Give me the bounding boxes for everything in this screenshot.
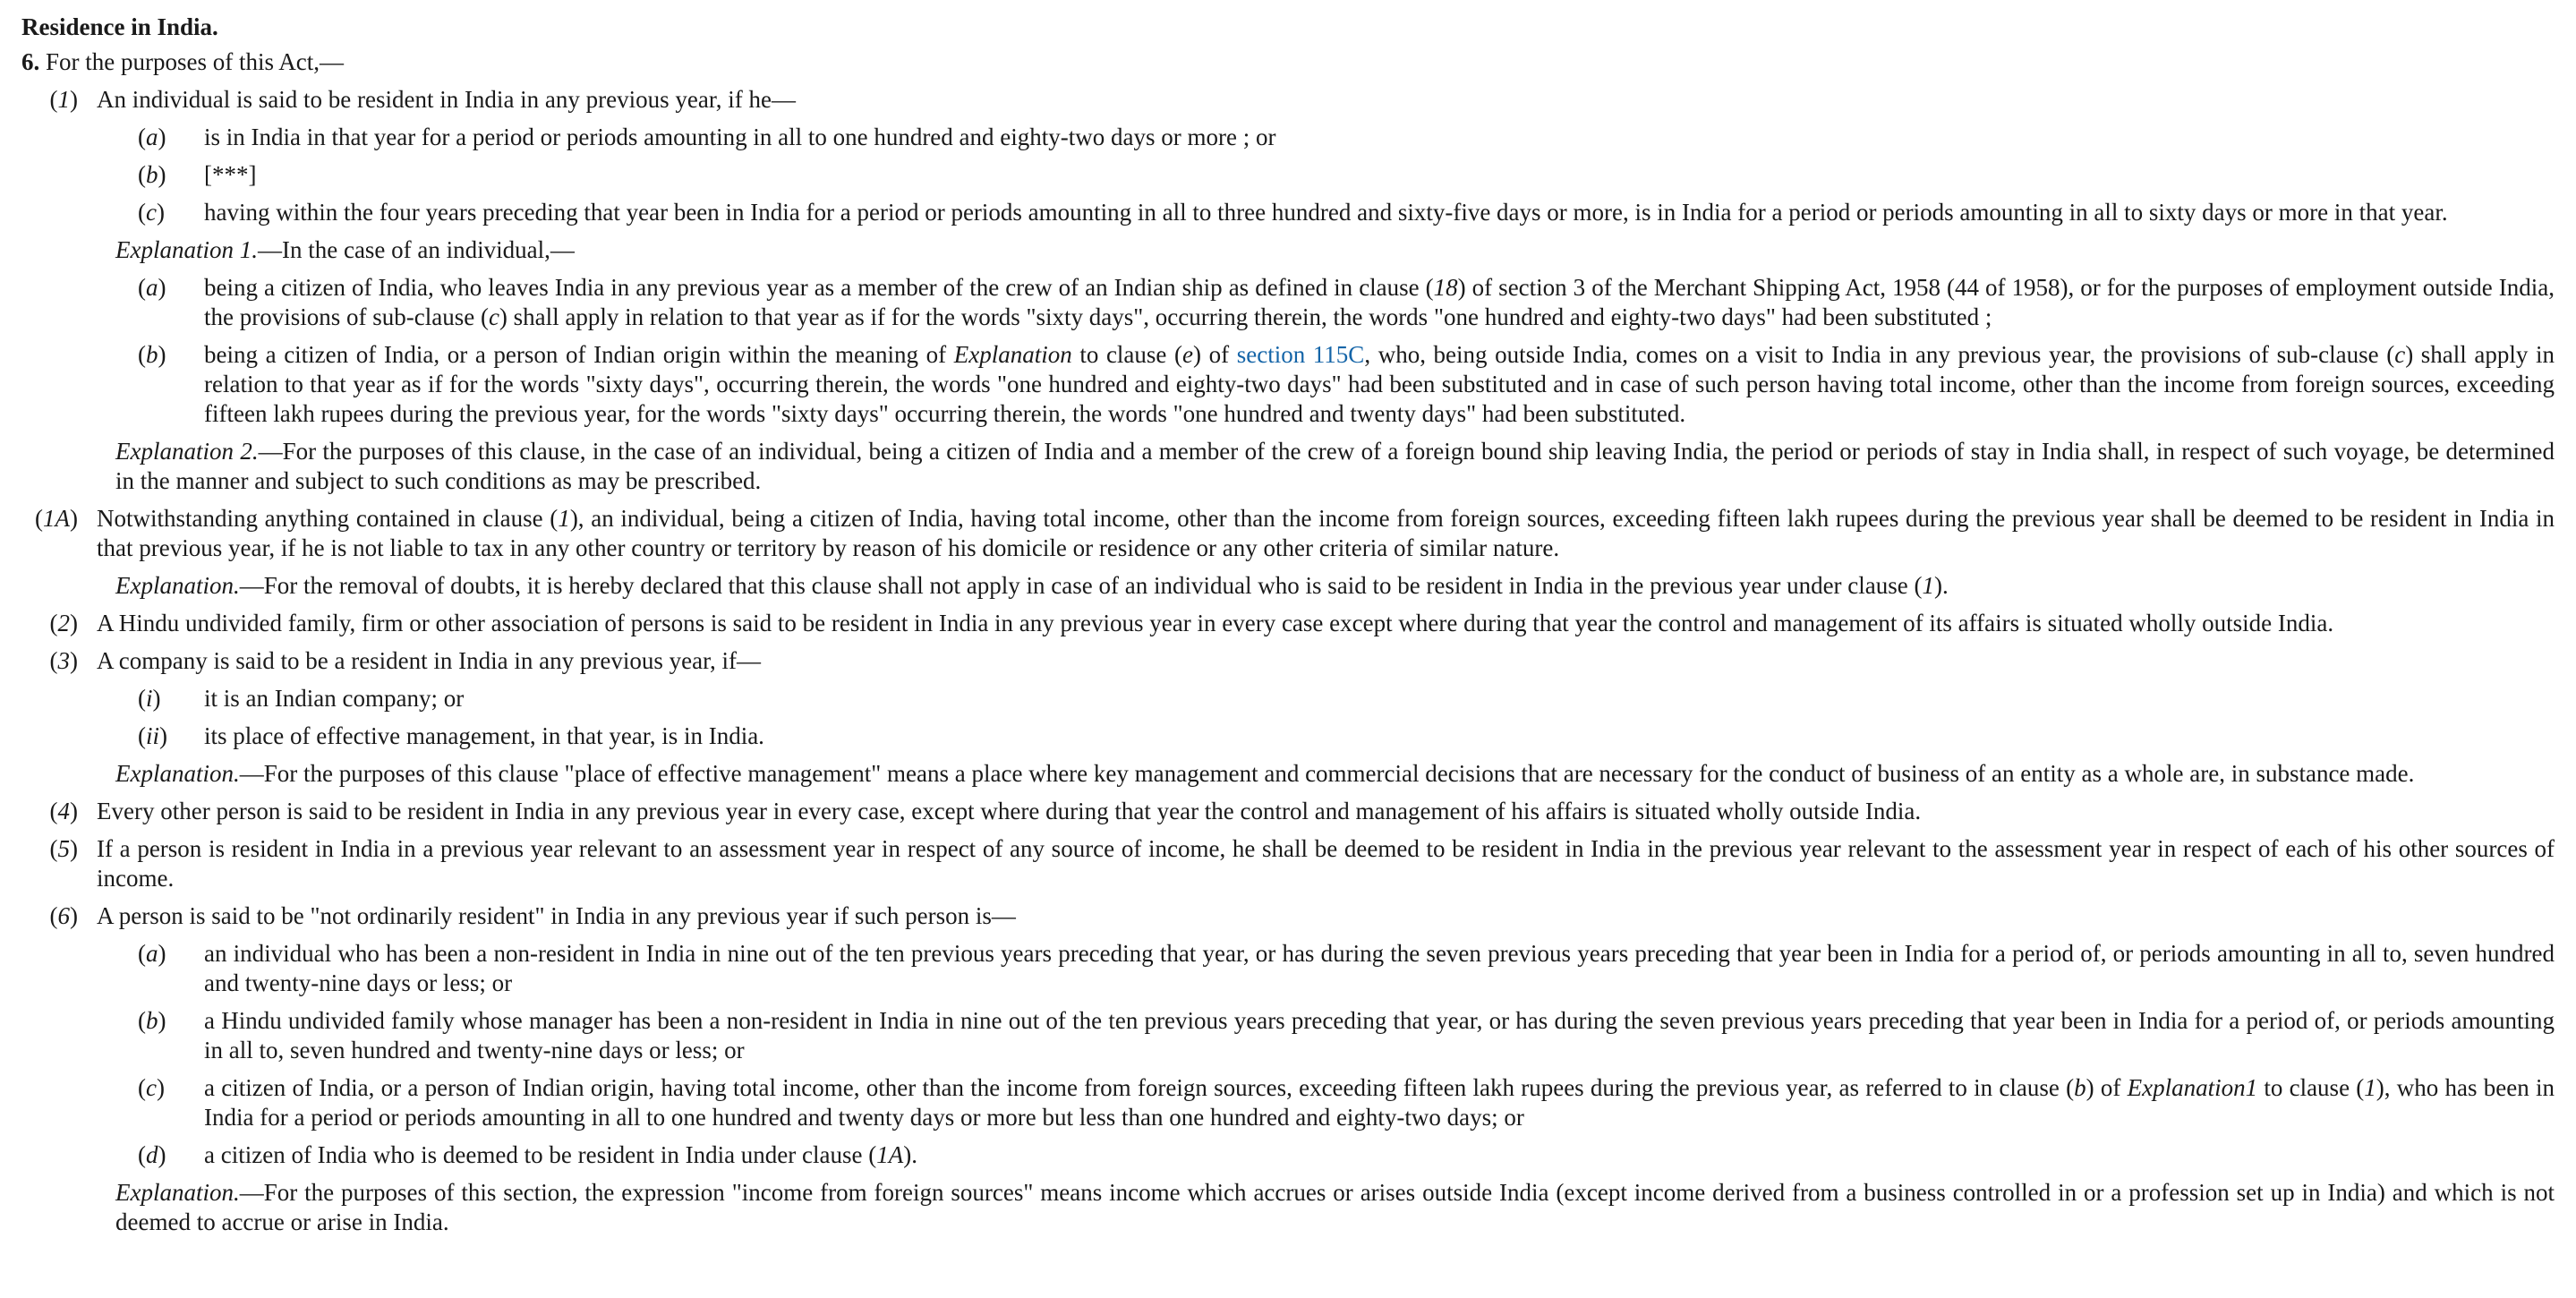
clause-label: (4)	[49, 798, 78, 824]
subclause-text: it is an Indian company; or	[204, 685, 465, 712]
clause-label: (1A)	[35, 505, 78, 532]
section-115c-link[interactable]: section 115C	[1236, 341, 1365, 368]
subclause-label: (a)	[138, 124, 166, 150]
explanation-heading: Explanation 2.	[115, 438, 259, 465]
clause-label: (1)	[49, 86, 78, 113]
section-intro-text: For the purposes of this Act,—	[46, 48, 344, 75]
subclause-label: (a)	[138, 940, 166, 967]
subclause-6-a	[21, 939, 2555, 998]
clause-3	[21, 646, 2555, 676]
clause-label: (2)	[49, 610, 78, 636]
clause-2	[21, 609, 2555, 638]
subclause-text: its place of effective management, in that year, is in India.	[204, 722, 764, 749]
clause-label: (3)	[49, 647, 78, 674]
subclause-1-c	[21, 198, 2555, 227]
clause-text: If a person is resident in India in a previous year relevant to an assessment year in respect of any source of income, he shall be deemed to be resident in India in the previous year relevant to the assessment year in respect of each of his other sources of income.	[97, 835, 2555, 892]
subclause-label: (ii)	[138, 722, 168, 749]
clause-4	[21, 797, 2555, 826]
explanation-text: —For the purposes of this section, the expression "income from foreign sources" means income which accrues or arises outside India (except income derived from a business controlled in or a profession set up in India) and which is not deemed to accrue or arise in India.	[115, 1179, 2555, 1235]
explanation-heading: Explanation.	[115, 760, 240, 787]
clause-text: A person is said to be "not ordinarily resident" in India in any previous year if such person is—	[97, 902, 1016, 929]
explanation-1-a	[21, 273, 2555, 332]
section-number: 6.	[21, 48, 40, 75]
clause-text: Notwithstanding anything contained in clause (1), an individual, being a citizen of India, having total income, other than the income from foreign sources, exceeding fifteen lakh rupees during the previous year shall be deemed to be resident in India in that previous year, if he is not liable to tax in any other country or territory by reason of his domicile or residence or any other criteria of similar nature.	[97, 505, 2555, 561]
subclause-text: [***]	[204, 161, 257, 188]
subclause-text: being a citizen of India, who leaves India in any previous year as a member of the crew of an Indian ship as defined in clause (18) of section 3 of the Merchant Shipping Act, 1958 (44 of 1958), or for the purposes of employment outside India, the provisions of sub-clause (c) shall apply in relation to that year as if for the words "sixty days", occurring therein, the words "one hundred and eighty-two days" had been substituted ;	[204, 274, 2555, 330]
subclause-label: (c)	[138, 1074, 165, 1101]
clause-1	[21, 85, 2555, 115]
explanation-1	[21, 235, 2555, 265]
clause-text: A company is said to be a resident in India in any previous year, if—	[97, 647, 761, 674]
subclause-6-c	[21, 1073, 2555, 1132]
explanation-1a: Explanation.—For the removal of doubts, it is hereby declared that this clause shall not apply in case of an individual who is said to be resident in India in the previous year under clause (1).	[115, 572, 1949, 599]
section-intro	[21, 47, 2555, 77]
section-heading: Residence in India.	[21, 13, 218, 40]
clause-1a	[21, 504, 2555, 563]
subclause-text: having within the four years preceding that year been in India for a period or periods amounting in all to three hundred and sixty-five days or more, is in India for a period or periods amounting in all to sixty days or more in that year.	[204, 199, 2448, 226]
subclause-1-a	[21, 123, 2555, 152]
clause-5	[21, 834, 2555, 893]
clause-label: (5)	[49, 835, 78, 862]
explanation-text: —For the purposes of this clause "place of effective management" means a place where key management and commercial decisions that are necessary for the conduct of business of an entity as a whole are, in substance made.	[239, 760, 2415, 787]
explanation-heading: Explanation.	[115, 572, 240, 599]
subclause-label: (d)	[138, 1141, 166, 1168]
explanation-heading: Explanation 1.	[115, 236, 258, 263]
subclause-3-i	[21, 684, 2555, 713]
subclause-text: an individual who has been a non-resident in India in nine out of the ten previous years preceding that year, or has during the seven previous years preceding that year been in India for a period of, or periods amounting in all to, seven hundred and twenty-nine days or less; or	[204, 940, 2555, 996]
subclause-6-d	[21, 1140, 2555, 1170]
subclause-label: (i)	[138, 685, 161, 712]
subclause-1-b	[21, 160, 2555, 190]
subclause-label: (b)	[138, 341, 166, 368]
subclause-text: a Hindu undivided family whose manager has been a non-resident in India in nine out of the ten previous years preceding that year, or has during the seven previous years preceding that year been in India for a period of, or periods amounting in all to, seven hundred and twenty-nine days or less; or	[204, 1007, 2555, 1063]
explanation-6	[21, 1178, 2555, 1237]
explanation-heading: Explanation.	[115, 1179, 240, 1206]
subclause-text: a citizen of India, or a person of Indian origin, having total income, other than the income from foreign sources, exceeding fifteen lakh rupees during the previous year, as referred to in clause (b) of Explanation1 to clause (1), who has been in India for a period or periods amounting in all to one hundred and twenty days or more but less than one hundred and eighty-two days; or	[204, 1074, 2555, 1131]
clause-text: An individual is said to be resident in India in any previous year, if he—	[97, 86, 796, 113]
explanation-text: —For the purposes of this clause, in the case of an individual, being a citizen of India and a member of the crew of a foreign bound ship leaving India, the period or periods of stay in India shall, in respect of such voyage, be determined in the manner and subject to such conditions as may be prescribed.	[115, 438, 2555, 494]
clause-text: A Hindu undivided family, firm or other association of persons is said to be resident in India in any previous year in every case except where during that year the control and management of its affairs is situated wholly outside India.	[97, 610, 2334, 636]
subclause-label: (a)	[138, 274, 166, 301]
subclause-text: being a citizen of India, or a person of Indian origin within the meaning of Explanation to clause (e) of section 115C, who, being outside India, comes on a visit to India in any previous year, the provisions of sub-clause (c) shall apply in relation to that year as if for the words "sixty days", occurring therein, the words "one hundred and eighty-two days" had been substituted and in case of such person having total income, other than the income from foreign sources, exceeding fifteen lakh rupees during the previous year, for the words "sixty days" occurring therein, the words "one hundred and twenty days" had been substituted.	[204, 341, 2555, 427]
subclause-text: is in India in that year for a period or periods amounting in all to one hundred and eighty-two days or more ; or	[204, 124, 1276, 150]
subclause-label: (b)	[138, 161, 166, 188]
clause-label: (6)	[49, 902, 78, 929]
clause-text: Every other person is said to be resident in India in any previous year in every case, except where during that year the control and management of his affairs is situated wholly outside India.	[97, 798, 1922, 824]
subclause-6-b	[21, 1006, 2555, 1065]
explanation-3	[21, 759, 2555, 789]
clause-6	[21, 901, 2555, 931]
explanation-text: —In the case of an individual,—	[257, 236, 575, 263]
explanation-2	[21, 437, 2555, 496]
subclause-label: (c)	[138, 199, 165, 226]
subclause-label: (b)	[138, 1007, 166, 1034]
subclause-3-ii	[21, 722, 2555, 751]
subclause-text: a citizen of India who is deemed to be resident in India under clause (1A).	[204, 1141, 917, 1168]
explanation-1-b	[21, 340, 2555, 429]
